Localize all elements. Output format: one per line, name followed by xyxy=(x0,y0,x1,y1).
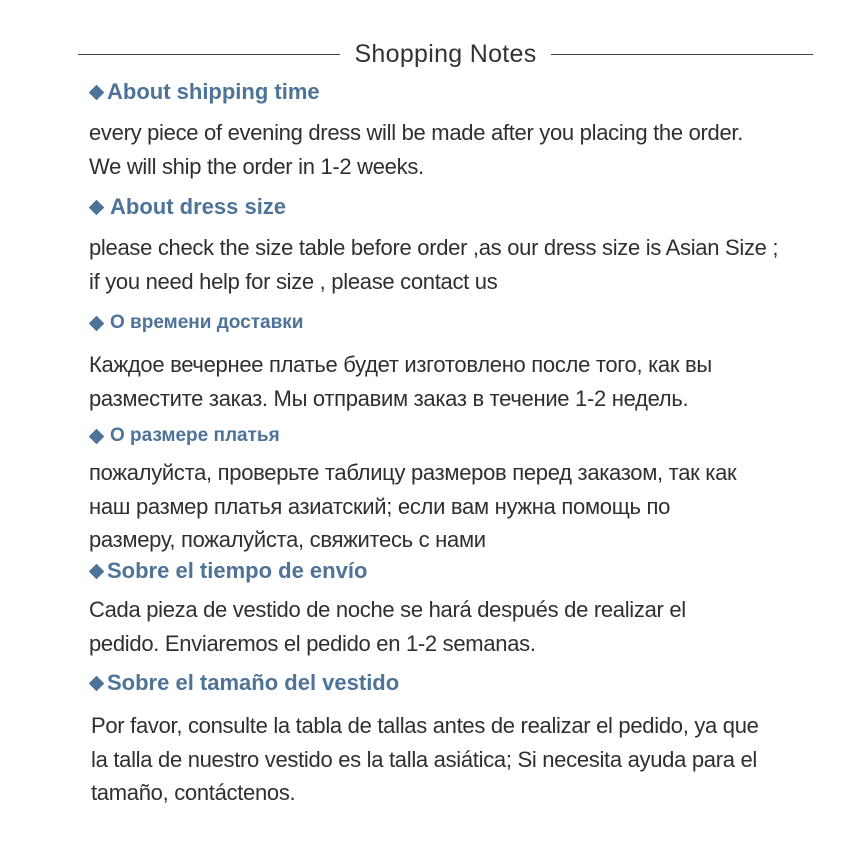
shopping-notes-header xyxy=(78,36,813,72)
diamond-icon xyxy=(89,675,105,691)
section-heading-dress-size xyxy=(88,194,286,220)
diamond-icon xyxy=(89,428,105,444)
section-heading-shipping-time xyxy=(88,79,320,105)
heading-text: About dress size xyxy=(110,194,287,219)
heading-text: About shipping time xyxy=(107,79,320,104)
diamond-icon xyxy=(89,315,105,331)
section-text-shipping-time xyxy=(89,116,819,183)
section-heading-shipping-time-es xyxy=(88,558,367,584)
heading-text: Sobre el tiempo de envío xyxy=(107,558,368,583)
page-title: Shopping Notes xyxy=(354,39,537,68)
text-line: We will ship the order in 1-2 weeks. xyxy=(89,153,424,179)
heading-text: О времени доставки xyxy=(110,312,304,333)
section-text-delivery-time-ru xyxy=(89,348,819,415)
text-line: Cada pieza de vestido de noche se hará después de realizar el xyxy=(89,597,686,622)
diamond-icon xyxy=(89,84,105,100)
heading-text: О размере платья xyxy=(110,425,280,446)
section-text-dress-size-ru xyxy=(89,456,819,557)
text-line: наш размер платья азиатский; если вам нужна помощь по xyxy=(89,493,671,519)
text-line: tamaño, contáctenos. xyxy=(91,780,296,805)
text-line: if you need help for size , please contact us xyxy=(89,268,498,294)
text-line: every piece of evening dress will be made after you placing the order. xyxy=(89,120,744,145)
text-line: Por favor, consulte la tabla de tallas antes de realizar el pedido, ya que xyxy=(91,713,759,738)
text-line: пожалуйста, проверьте таблицу размеров перед заказом, так как xyxy=(89,460,737,485)
diamond-icon xyxy=(89,199,105,215)
text-line: Каждое вечернее платье будет изготовлено после того, как вы xyxy=(89,352,712,377)
text-line: размеру, пожалуйста, свяжитесь с нами xyxy=(89,527,486,552)
text-line: please check the size table before order ,as our dress size is Asian Size ; xyxy=(89,235,779,260)
section-heading-dress-size-es xyxy=(88,670,399,696)
title-left-rule xyxy=(78,54,340,55)
heading-text: Sobre el tamaño del vestido xyxy=(107,670,400,695)
section-heading-dress-size-ru xyxy=(88,425,280,447)
section-text-dress-size xyxy=(89,231,819,298)
text-line: la talla de nuestro vestido es la talla asiática; Si necesita ayuda para el xyxy=(91,746,758,772)
section-text-dress-size-es xyxy=(91,709,821,810)
diamond-icon xyxy=(89,563,105,579)
title-right-rule xyxy=(551,54,813,55)
section-text-shipping-time-es xyxy=(89,593,819,660)
text-line: pedido. Enviaremos el pedido en 1-2 semanas. xyxy=(89,630,536,656)
section-heading-delivery-time-ru xyxy=(88,312,303,334)
text-line: разместите заказ. Мы отправим заказ в течение 1-2 недель. xyxy=(89,385,689,411)
